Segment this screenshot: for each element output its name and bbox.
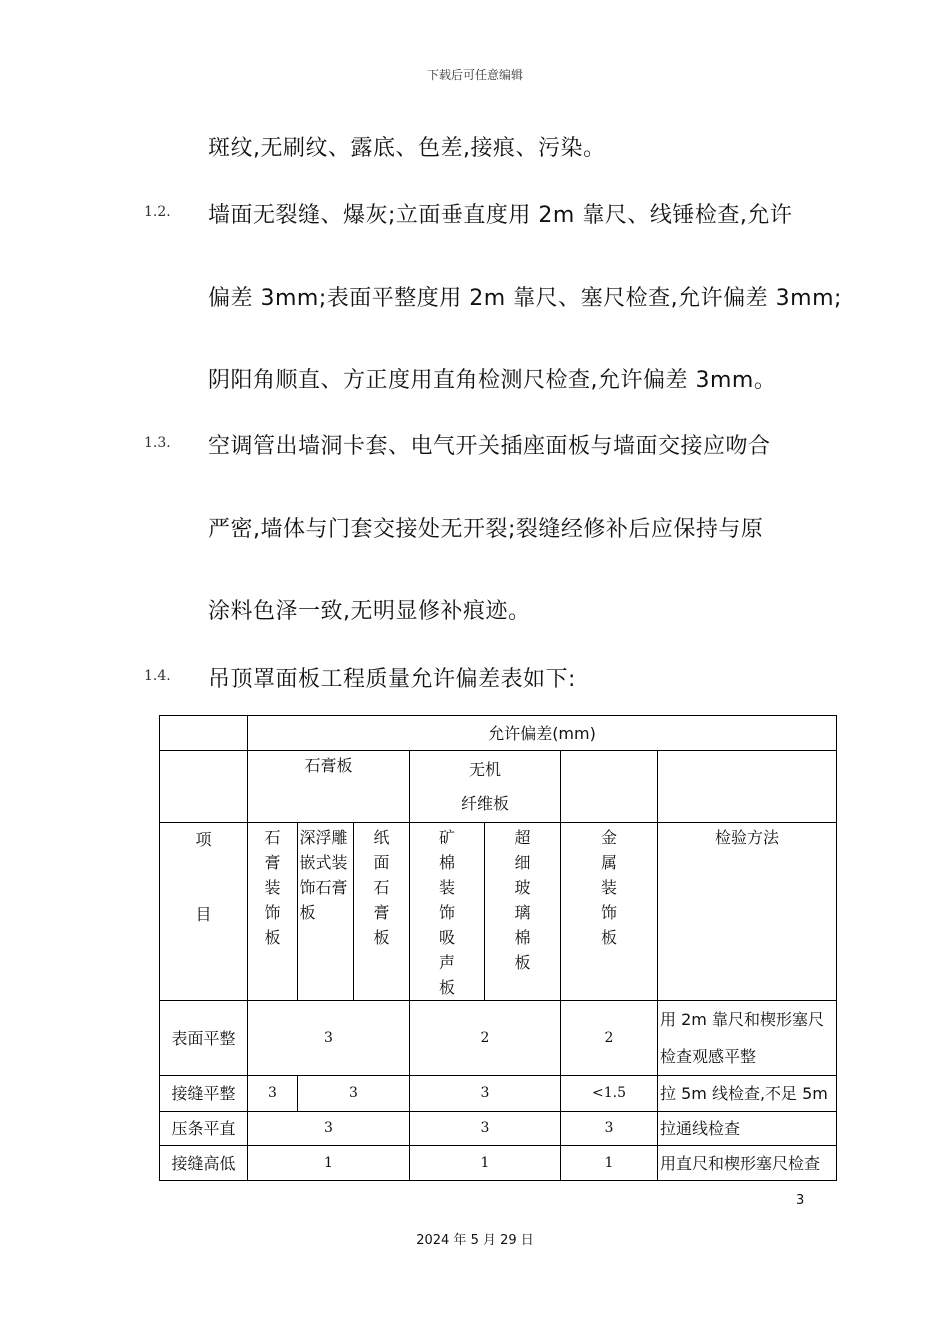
value-inorganic: 2 xyxy=(410,1001,561,1076)
page-number: 3 xyxy=(796,1193,805,1208)
value-gypsum-decorative: 3 xyxy=(248,1076,298,1112)
item-number: 1.3. xyxy=(144,435,171,451)
inspection-method: 用 2m 靠尺和楔形塞尺检查观感平整 xyxy=(658,1001,837,1076)
item-number: 1.2. xyxy=(144,204,171,220)
table-top-header: 允许偏差(mm) xyxy=(248,716,837,751)
paragraph-line: 空调管出墙洞卡套、电气开关插座面板与墙面交接应吻合 xyxy=(208,434,771,459)
column-header-mineral-wool xyxy=(410,823,485,1001)
row-name: 接缝高低 xyxy=(160,1146,248,1181)
value-inorganic: 1 xyxy=(410,1146,561,1181)
column-header-paper-gypsum xyxy=(354,823,410,1001)
group-header-inorganic-line2: 纤维板 xyxy=(460,793,509,813)
column-header-metal xyxy=(561,823,658,1001)
column-header-label: 超细玻璃棉板 xyxy=(514,828,531,972)
item-number: 1.4. xyxy=(144,668,171,684)
paragraph-line: 墙面无裂缝、爆灰;立面垂直度用 2m 靠尺、线锤检查,允许 xyxy=(208,203,793,228)
row-name: 接缝平整 xyxy=(160,1076,248,1112)
column-header-gypsum-decorative xyxy=(248,823,298,1001)
value-metal: 1 xyxy=(561,1146,658,1181)
group-header-gypsum: 石膏板 xyxy=(248,751,410,823)
value-metal: 3 xyxy=(561,1112,658,1146)
value-gypsum: 1 xyxy=(248,1146,410,1181)
paragraph-line: 严密,墙体与门套交接处无开裂;裂缝经修补后应保持与原 xyxy=(208,517,764,542)
inspection-method: 拉通线检查 xyxy=(658,1112,837,1146)
group-header-inorganic-line1: 无机 xyxy=(468,759,501,779)
table-cell xyxy=(561,751,658,823)
paragraph-line: 涂料色泽一致,无明显修补痕迹。 xyxy=(208,599,531,624)
paragraph-line: 吊顶罩面板工程质量允许偏差表如下: xyxy=(208,667,576,692)
page-header: 下载后可任意编辑 xyxy=(426,68,523,82)
group-header-inorganic xyxy=(410,751,561,823)
value-inorganic: 3 xyxy=(410,1076,561,1112)
column-header-label: 石膏装饰板 xyxy=(264,828,281,947)
paragraph-line: 阴阳角顺直、方正度用直角检测尺检查,允许偏差 3mm。 xyxy=(208,368,777,393)
inspection-method: 用直尺和楔形塞尺检查 xyxy=(658,1146,837,1181)
column-header-glass-wool xyxy=(485,823,561,1001)
value-inorganic: 3 xyxy=(410,1112,561,1146)
column-header-item-char1: 项 xyxy=(195,830,212,849)
column-header-method: 检验方法 xyxy=(658,823,837,1001)
row-name: 压条平直 xyxy=(160,1112,248,1146)
column-header-item-char2: 目 xyxy=(195,905,212,924)
table-cell xyxy=(658,751,837,823)
column-header-label: 金属装饰板 xyxy=(600,828,617,947)
column-header-label: 深浮雕嵌式装饰石膏板 xyxy=(299,828,348,922)
table-corner xyxy=(160,716,248,751)
column-header-label: 纸面石膏板 xyxy=(373,828,390,947)
deviation-table xyxy=(159,715,837,1181)
inspection-method: 拉 5m 线检查,不足 5m xyxy=(658,1076,837,1112)
column-header-relief-gypsum xyxy=(298,823,354,1001)
value-gypsum-other: 3 xyxy=(298,1076,410,1112)
value-gypsum: 3 xyxy=(248,1001,410,1076)
paragraph-line: 斑纹,无刷纹、露底、色差,接痕、污染。 xyxy=(208,136,606,161)
row-name: 表面平整 xyxy=(160,1001,248,1076)
footer-date: 2024 年 5 月 29 日 xyxy=(416,1233,534,1248)
column-header-item xyxy=(160,823,248,1001)
value-gypsum: 3 xyxy=(248,1112,410,1146)
value-metal: 2 xyxy=(561,1001,658,1076)
value-metal: <1.5 xyxy=(561,1076,658,1112)
table-cell xyxy=(160,751,248,823)
paragraph-line: 偏差 3mm;表面平整度用 2m 靠尺、塞尺检查,允许偏差 3mm; xyxy=(208,286,842,311)
column-header-label: 矿棉装饰吸声板 xyxy=(438,828,455,997)
